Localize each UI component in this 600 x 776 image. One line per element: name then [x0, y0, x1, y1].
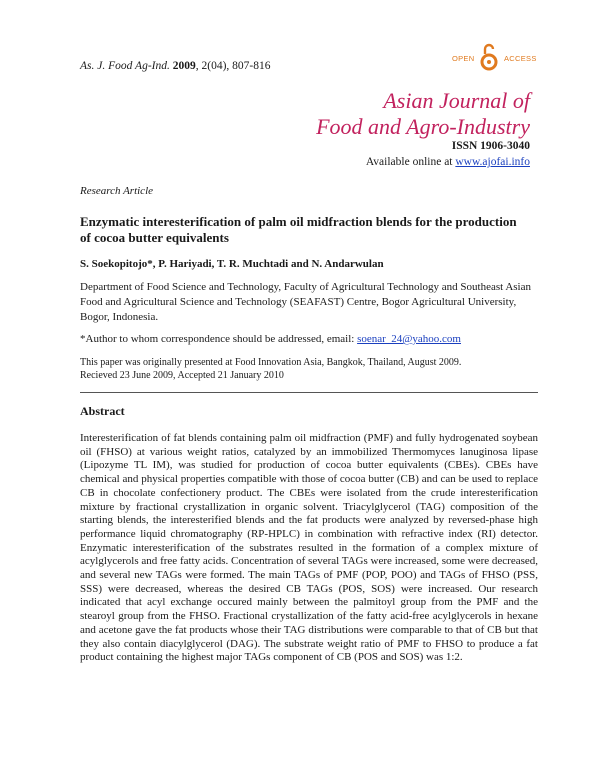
citation [80, 60, 270, 72]
oa-access-label: ACCESS [504, 54, 537, 63]
received-accepted-dates: Recieved 23 June 2009, Accepted 21 January 2010 [80, 370, 284, 381]
article-title: Enzymatic interesterification of palm oil midfraction blends for the production of cocoa butter equivalents [80, 214, 517, 245]
affiliation: Department of Food Science and Technology, Faculty of Agricultural Technology and Southeast Asian Food and Agricultural Science and Technology (SEAFAST) Centre, Bogor Agricultural University, Bogor, Indonesia. [80, 281, 531, 323]
citation-volume-pages: , 2(04), 807-816 [195, 60, 271, 72]
available-prefix: Available online at [365, 156, 456, 168]
article-type: Research Article [80, 185, 154, 197]
issn: ISSN 1906-3040 [451, 140, 530, 152]
citation-year: 2009 [172, 60, 196, 72]
available-online [366, 156, 530, 168]
correspondence [80, 333, 461, 345]
citation-journal: As. J. Food Ag-Ind. [80, 60, 170, 72]
section-divider [80, 392, 538, 393]
journal-title-line2: Food and Agro-Industry [316, 114, 530, 139]
journal-title [316, 88, 530, 140]
authors: S. Soekopitojo*, P. Hariyadi, T. R. Muchtadi and N. Andarwulan [80, 258, 384, 270]
abstract-text: Interesterification of fat blends containing palm oil midfraction (PMF) and fully hydrogenated soybean oil (FHSO) at various weight ratios, catalyzed by an immobilized Thermomyces lanuginosa lipase (Lipozyme TL IM), was studied for production of cocoa butter equivalents (CBEs). CBEs have chemical and physical properties compatible with those of cocoa butter (CB) and can be used to replace CB in chocolate confectionery product. The CBEs were isolated from the crude interesterification mixture by fractional crystallization in organic solvent. Triacylglycerol (TAG) composition of the starting blends, the interesterified blends and the fat products were analyzed by reversed-phase high performance liquid chromatography (RP-HPLC) in combination with refractive index (RI) detector. Enzymatic interesterification of the substrates resulted in the formation of a complex mixture of acylglycerols and free fatty acids. Concentration of several TAGs were increased, some were decreased, and several new TAGs were formed. The main TAGs of PMF (POP, POO) and TAGs of FHSO (PSS, SSS) were decreased, whereas the desired CB TAGs (POS, SOS) were increased. Our research indicated that acyl exchange occured mainly between the palmitoyl group from the PMF and the stearoyl group from the FHSO. Fractional crystallization of the fatty acid-free acylglycerols in hexane and acetone gave the fat products whose their TAG distributions were comparable to that of CB but that they also contain diacylglycerol (DAG). The substrate weight ratio of PMF to FHSO to produce a fat product containing the highest major TAGs component of CB (POS and SOS) was 1:2. [80, 432, 538, 664]
abstract-heading: Abstract [80, 404, 125, 418]
presentation-note [80, 356, 535, 382]
correspondence-email-link[interactable]: soenar_24@yahoo.com [357, 333, 461, 345]
open-access-logo [452, 42, 552, 82]
presentation-note-line1: This paper was originally presented at Food Innovation Asia, Bangkok, Thailand, August 2009. [80, 357, 462, 368]
journal-website-link[interactable]: www.ajofai.info [455, 156, 530, 168]
oa-open-label: OPEN [452, 54, 475, 63]
correspondence-prefix: *Author to whom correspondence should be addressed, email: [80, 333, 358, 345]
open-access-lock-icon [480, 42, 498, 72]
journal-title-line1: Asian Journal of [383, 88, 530, 113]
